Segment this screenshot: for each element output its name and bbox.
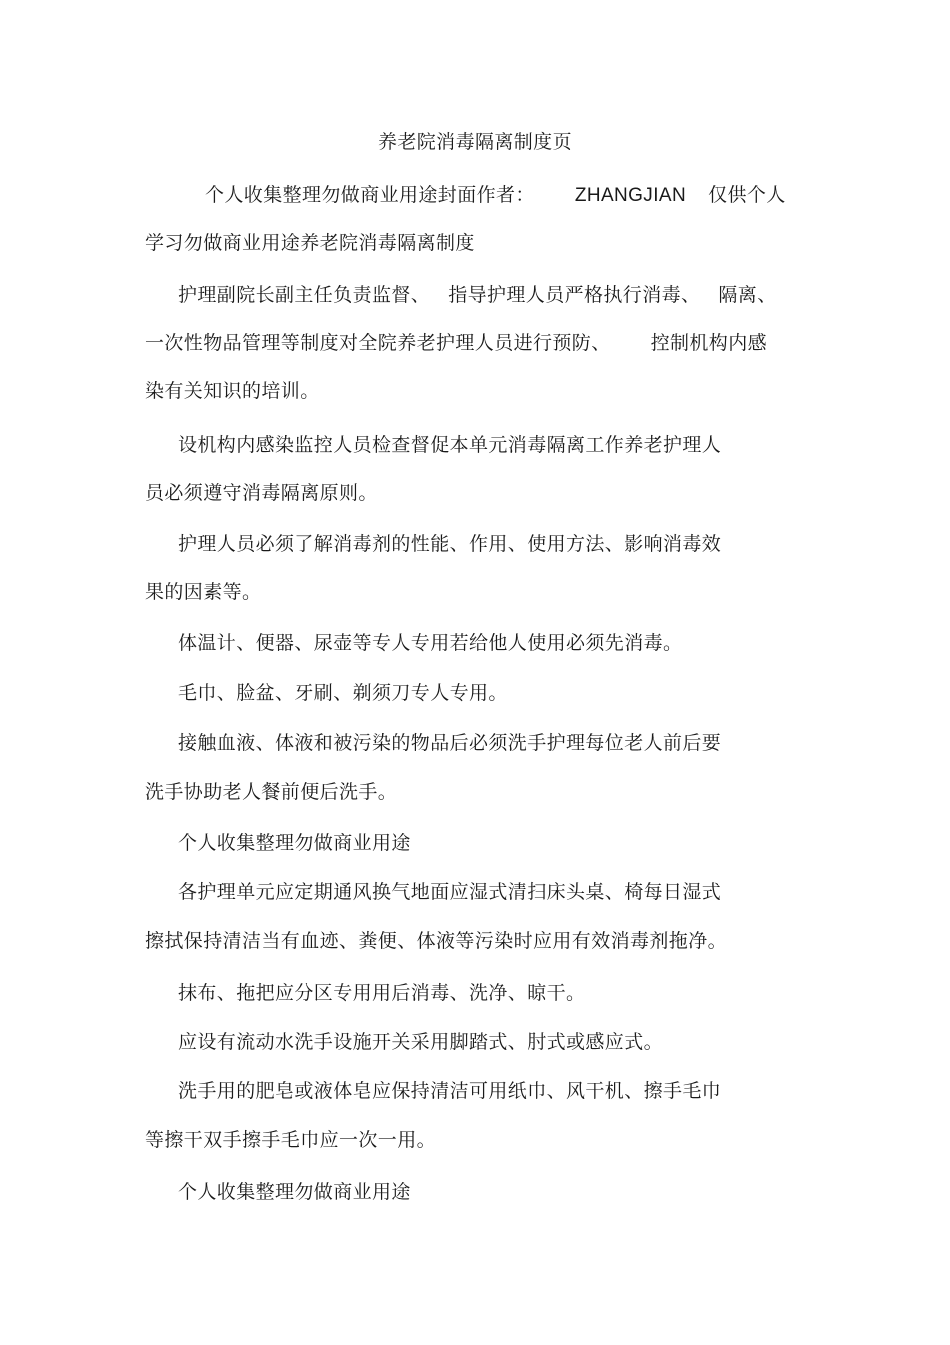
paragraph-11-line-1: 洗手用的肥皂或液体皂应保持清洁可用纸巾、风干机、擦手毛巾: [178, 1080, 722, 1102]
paragraph-12: 个人收集整理勿做商业用途: [178, 1181, 411, 1203]
paragraph-2-line-2: 员必须遵守消毒隔离原则。: [145, 482, 378, 504]
paragraph-1-line-1: [178, 283, 777, 307]
paragraph-8-line-2: 擦拭保持清洁当有血迹、粪便、体液等污染时应用有效消毒剂拖净。: [145, 930, 728, 952]
cover-prefix: 个人收集整理勿做商业用途封面作者：: [205, 184, 535, 206]
paragraph-9: 抹布、拖把应分区专用用后消毒、洗净、晾干。: [178, 982, 586, 1004]
paragraph-7: 个人收集整理勿做商业用途: [178, 832, 411, 854]
paragraph-1-line-3: 染有关知识的培训。: [145, 380, 320, 402]
paragraph-1-segment-d: 一次性物品管理等制度对全院养老护理人员进行预防、: [145, 332, 611, 354]
cover-suffix: 仅供个人: [708, 184, 786, 206]
paragraph-1-segment-e: 控制机构内感: [650, 332, 768, 354]
paragraph-11-line-2: 等擦干双手擦手毛巾应一次一用。: [145, 1129, 437, 1151]
cover-line-1: [205, 183, 786, 208]
document-title: 养老院消毒隔离制度页: [377, 131, 572, 153]
author-name: ZHANGJIAN: [574, 185, 687, 206]
paragraph-1-segment-b: 指导护理人员严格执行消毒、: [448, 284, 701, 306]
paragraph-3-line-2: 果的因素等。: [145, 581, 262, 603]
paragraph-5: 毛巾、脸盆、牙刷、剃须刀专人专用。: [178, 682, 508, 704]
paragraph-6-line-2: 洗手协助老人餐前便后洗手。: [145, 781, 398, 803]
paragraph-2-line-1: 设机构内感染监控人员检查督促本单元消毒隔离工作养老护理人: [178, 434, 722, 456]
paragraph-6-line-1: 接触血液、体液和被污染的物品后必须洗手护理每位老人前后要: [178, 732, 722, 754]
paragraph-3-line-1: 护理人员必须了解消毒剂的性能、作用、使用方法、影响消毒效: [178, 533, 722, 555]
paragraph-4: 体温计、便器、尿壶等专人专用若给他人使用必须先消毒。: [178, 632, 683, 654]
paragraph-1-segment-a: 护理副院长副主任负责监督、: [178, 284, 431, 306]
paragraph-1-line-2: [145, 331, 767, 355]
paragraph-10: 应设有流动水洗手设施开关采用脚踏式、肘式或感应式。: [178, 1031, 664, 1053]
paragraph-1-segment-c: 隔离、: [718, 284, 777, 306]
cover-line-2: 学习勿做商业用途养老院消毒隔离制度: [145, 232, 475, 254]
paragraph-8-line-1: 各护理单元应定期通风换气地面应湿式清扫床头桌、椅每日湿式: [178, 881, 722, 903]
